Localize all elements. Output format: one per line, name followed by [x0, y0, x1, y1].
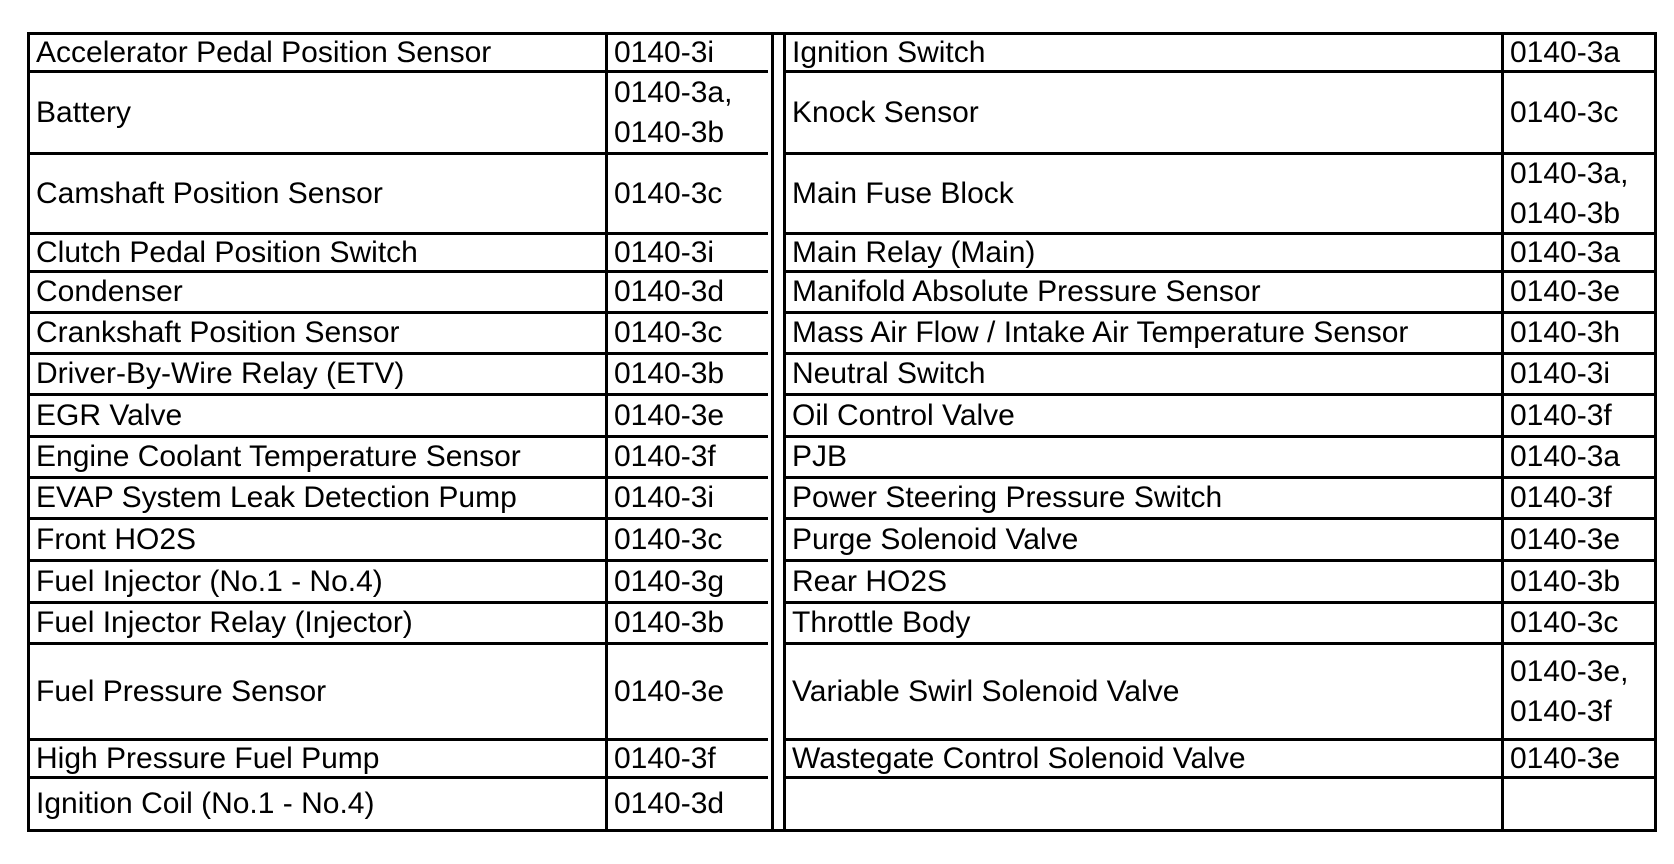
component-name: Manifold Absolute Pressure Sensor	[792, 275, 1261, 308]
component-name-cell	[786, 645, 1501, 738]
location-code: 0140-3c	[614, 316, 723, 349]
component-name: Mass Air Flow / Intake Air Temperature Sensor	[792, 316, 1409, 349]
component-name-cell	[786, 273, 1501, 311]
location-code-cell	[608, 741, 768, 776]
location-code-cell	[1504, 741, 1654, 776]
component-name-cell	[786, 396, 1501, 435]
component-name-cell	[786, 314, 1501, 352]
component-name: Battery	[36, 95, 132, 129]
location-code-cell	[1504, 73, 1654, 152]
component-name: Fuel Injector Relay (Injector)	[36, 606, 413, 639]
component-name-cell	[30, 314, 605, 352]
location-code: 0140-3e	[614, 674, 725, 708]
component-name-cell	[786, 155, 1501, 232]
location-code-cell	[608, 155, 768, 232]
location-code: 0140-3f	[1510, 694, 1612, 728]
component-name: High Pressure Fuel Pump	[36, 741, 380, 775]
location-code-cell	[1504, 396, 1654, 435]
component-name: Neutral Switch	[792, 357, 986, 390]
component-name: Rear HO2S	[792, 564, 948, 598]
component-name-cell	[30, 479, 605, 517]
location-code: 0140-3e	[1510, 522, 1621, 556]
component-location-table	[27, 32, 1657, 832]
component-name-cell	[786, 520, 1501, 559]
location-code: 0140-3c	[614, 176, 723, 210]
component-name-cell	[786, 355, 1501, 393]
component-name: EVAP System Leak Detection Pump	[36, 481, 517, 514]
location-code-cell	[1504, 520, 1654, 559]
location-code-cell	[608, 355, 768, 393]
component-name: EGR Valve	[36, 398, 183, 432]
component-name: Throttle Body	[792, 606, 971, 639]
location-code-cell	[1504, 35, 1654, 70]
location-code: 0140-3c	[1510, 606, 1619, 639]
location-code-cell	[1504, 155, 1654, 232]
location-code-cell	[608, 562, 768, 601]
component-name-cell	[786, 562, 1501, 601]
location-code: 0140-3e,	[1510, 654, 1629, 688]
location-code-cell	[1504, 273, 1654, 311]
component-name-cell	[30, 35, 605, 70]
component-name: Crankshaft Position Sensor	[36, 316, 400, 349]
location-code-cell	[608, 520, 768, 559]
component-name: Engine Coolant Temperature Sensor	[36, 440, 521, 473]
component-name-cell	[30, 396, 605, 435]
location-code: 0140-3f	[614, 741, 716, 775]
component-name-cell	[30, 779, 605, 829]
component-name-cell	[30, 645, 605, 738]
location-code-cell	[1504, 355, 1654, 393]
component-name-cell	[786, 779, 1501, 829]
location-code: 0140-3a	[1510, 235, 1621, 269]
location-code-cell	[608, 779, 768, 829]
location-code-cell	[608, 273, 768, 311]
location-code-cell	[608, 35, 768, 70]
component-name: Fuel Injector (No.1 - No.4)	[36, 564, 383, 598]
component-name: Wastegate Control Solenoid Valve	[792, 741, 1246, 775]
component-name-cell	[30, 604, 605, 642]
location-code: 0140-3a	[1510, 35, 1621, 69]
location-code: 0140-3b	[1510, 564, 1621, 598]
component-name: Oil Control Valve	[792, 398, 1015, 432]
location-code: 0140-3h	[1510, 316, 1621, 349]
component-name-cell	[30, 235, 605, 270]
location-code-cell	[608, 396, 768, 435]
component-name-cell	[30, 520, 605, 559]
component-name-cell	[786, 438, 1501, 476]
location-code: 0140-3b	[1510, 196, 1621, 230]
location-code-cell	[608, 314, 768, 352]
location-code-cell	[608, 604, 768, 642]
component-name: Power Steering Pressure Switch	[792, 481, 1223, 514]
location-code-cell	[1504, 562, 1654, 601]
component-name-cell	[30, 741, 605, 776]
component-name-cell	[786, 604, 1501, 642]
location-code-cell	[1504, 479, 1654, 517]
component-name: Main Relay (Main)	[792, 235, 1036, 269]
component-name-cell	[30, 355, 605, 393]
component-name: Knock Sensor	[792, 95, 979, 129]
location-code: 0140-3e	[614, 398, 725, 432]
component-name-cell	[786, 235, 1501, 270]
location-code: 0140-3f	[1510, 481, 1612, 514]
location-code-cell	[1504, 604, 1654, 642]
location-code: 0140-3i	[614, 35, 715, 69]
component-name-cell	[786, 73, 1501, 152]
location-code-cell	[1504, 438, 1654, 476]
component-name: Purge Solenoid Valve	[792, 522, 1079, 556]
location-code: 0140-3i	[614, 481, 715, 514]
location-code-cell	[608, 479, 768, 517]
location-code-cell	[608, 235, 768, 270]
location-code: 0140-3e	[1510, 275, 1621, 308]
component-name: Main Fuse Block	[792, 176, 1014, 210]
location-code: 0140-3c	[614, 522, 723, 556]
location-code: 0140-3i	[614, 235, 715, 269]
component-name-cell	[30, 562, 605, 601]
location-code-cell	[608, 438, 768, 476]
location-code-cell	[1504, 235, 1654, 270]
location-code: 0140-3c	[1510, 95, 1619, 129]
location-code: 0140-3b	[614, 115, 725, 149]
location-code-cell	[1504, 314, 1654, 352]
component-name-cell	[30, 73, 605, 152]
component-name: Clutch Pedal Position Switch	[36, 235, 418, 269]
column-rule	[771, 35, 774, 829]
location-code-cell	[1504, 779, 1654, 829]
location-code: 0140-3d	[614, 275, 725, 308]
location-code: 0140-3i	[1510, 357, 1611, 390]
location-code: 0140-3g	[614, 564, 725, 598]
component-name: Camshaft Position Sensor	[36, 176, 383, 210]
component-name-cell	[30, 438, 605, 476]
location-code-cell	[608, 645, 768, 738]
component-name-cell	[786, 479, 1501, 517]
location-code-cell	[1504, 645, 1654, 738]
component-name: Front HO2S	[36, 522, 197, 556]
component-name: Accelerator Pedal Position Sensor	[36, 35, 492, 69]
location-code: 0140-3f	[614, 440, 716, 473]
location-code: 0140-3a,	[1510, 156, 1629, 190]
component-name-cell	[30, 273, 605, 311]
component-name-cell	[30, 155, 605, 232]
component-name: Variable Swirl Solenoid Valve	[792, 674, 1180, 708]
component-name: Ignition Switch	[792, 35, 986, 69]
location-code: 0140-3f	[1510, 398, 1612, 432]
component-name-cell	[786, 35, 1501, 70]
component-name: PJB	[792, 440, 848, 473]
component-name: Ignition Coil (No.1 - No.4)	[36, 787, 375, 820]
location-code-cell	[608, 73, 768, 152]
component-name-cell	[786, 741, 1501, 776]
component-name: Driver-By-Wire Relay (ETV)	[36, 357, 405, 390]
location-code: 0140-3a,	[614, 75, 733, 109]
location-code: 0140-3e	[1510, 741, 1621, 775]
location-code: 0140-3a	[1510, 440, 1621, 473]
location-code: 0140-3d	[614, 787, 725, 820]
component-name: Fuel Pressure Sensor	[36, 674, 327, 708]
location-code: 0140-3b	[614, 357, 725, 390]
component-name: Condenser	[36, 275, 183, 308]
location-code: 0140-3b	[614, 606, 725, 639]
